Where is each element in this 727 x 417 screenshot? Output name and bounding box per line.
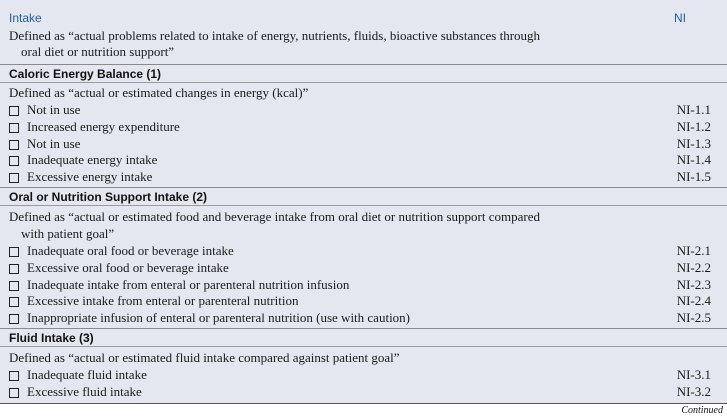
list-item-code: NI-2.2 [676,260,711,275]
section-definition: Defined as “actual or estimated changes in energy (kcal)” [9,85,309,100]
table-header-code-column: NI [674,11,686,25]
section-divider [0,346,727,347]
section-definition: Defined as “actual or estimated fluid intake compared against patient goal” [9,350,400,365]
section-divider [0,328,727,329]
list-item-code: NI-1.1 [676,102,711,117]
list-item-code: NI-1.2 [676,119,711,134]
section-divider [0,205,727,206]
section-definition: Defined as “actual or estimated food and beverage intake from oral diet or nutrition support compared [9,209,541,224]
checkbox-icon[interactable] [9,247,19,257]
continued-note: Continued [681,405,723,416]
section-divider [0,187,727,188]
list-item-code: NI-3.2 [676,384,711,399]
list-item-code: NI-2.3 [676,277,711,292]
list-item-code: NI-2.1 [676,243,711,258]
list-item-label: Excessive fluid intake [27,384,142,399]
section-title-oral-nutrition-support: Oral or Nutrition Support Intake (2) [9,190,208,204]
list-item-label: Excessive intake from enteral or parenteral nutrition [27,293,299,308]
list-item-code: NI-2.4 [676,293,711,308]
checkbox-icon[interactable] [9,371,19,381]
list-item-label: Excessive energy intake [27,169,153,184]
checkbox-icon[interactable] [9,140,19,150]
section-title-caloric-energy-balance: Caloric Energy Balance (1) [9,67,162,81]
list-item-label: Excessive oral food or beverage intake [27,260,229,275]
section-definition: with patient goal” [21,226,115,241]
list-item-label: Increased energy expenditure [27,119,180,134]
list-item-code: NI-3.1 [676,367,711,382]
list-item-code: NI-1.3 [676,136,711,151]
checkbox-icon[interactable] [9,123,19,133]
checkbox-icon[interactable] [9,297,19,307]
table-header-title: Intake [9,11,42,25]
section-divider [0,64,727,65]
list-item-label: Inadequate intake from enteral or parenteral nutrition infusion [27,277,350,292]
list-item-label: Not in use [27,102,81,117]
section-divider [0,82,727,83]
checkbox-icon[interactable] [9,173,19,183]
intro-definition-line-2: oral diet or nutrition support” [21,44,175,59]
checkbox-icon[interactable] [9,314,19,324]
checkbox-icon[interactable] [9,281,19,291]
list-item-code: NI-2.5 [676,310,711,325]
list-item-label: Inadequate oral food or beverage intake [27,243,234,258]
checkbox-icon[interactable] [9,388,19,398]
list-item-code: NI-1.5 [676,169,711,184]
table-bottom-rule [0,403,727,404]
list-item-label: Not in use [27,136,81,151]
list-item-label: Inadequate fluid intake [27,367,147,382]
checkbox-icon[interactable] [9,156,19,166]
checkbox-icon[interactable] [9,264,19,274]
intro-definition-line-1: Defined as “actual problems related to intake of energy, nutrients, fluids, bioactive substances through [9,28,541,43]
list-item-code: NI-1.4 [676,152,711,167]
list-item-label: Inappropriate infusion of enteral or parenteral nutrition (use with caution) [27,310,411,325]
list-item-label: Inadequate energy intake [27,152,158,167]
section-title-fluid-intake: Fluid Intake (3) [9,331,94,345]
checkbox-icon[interactable] [9,106,19,116]
